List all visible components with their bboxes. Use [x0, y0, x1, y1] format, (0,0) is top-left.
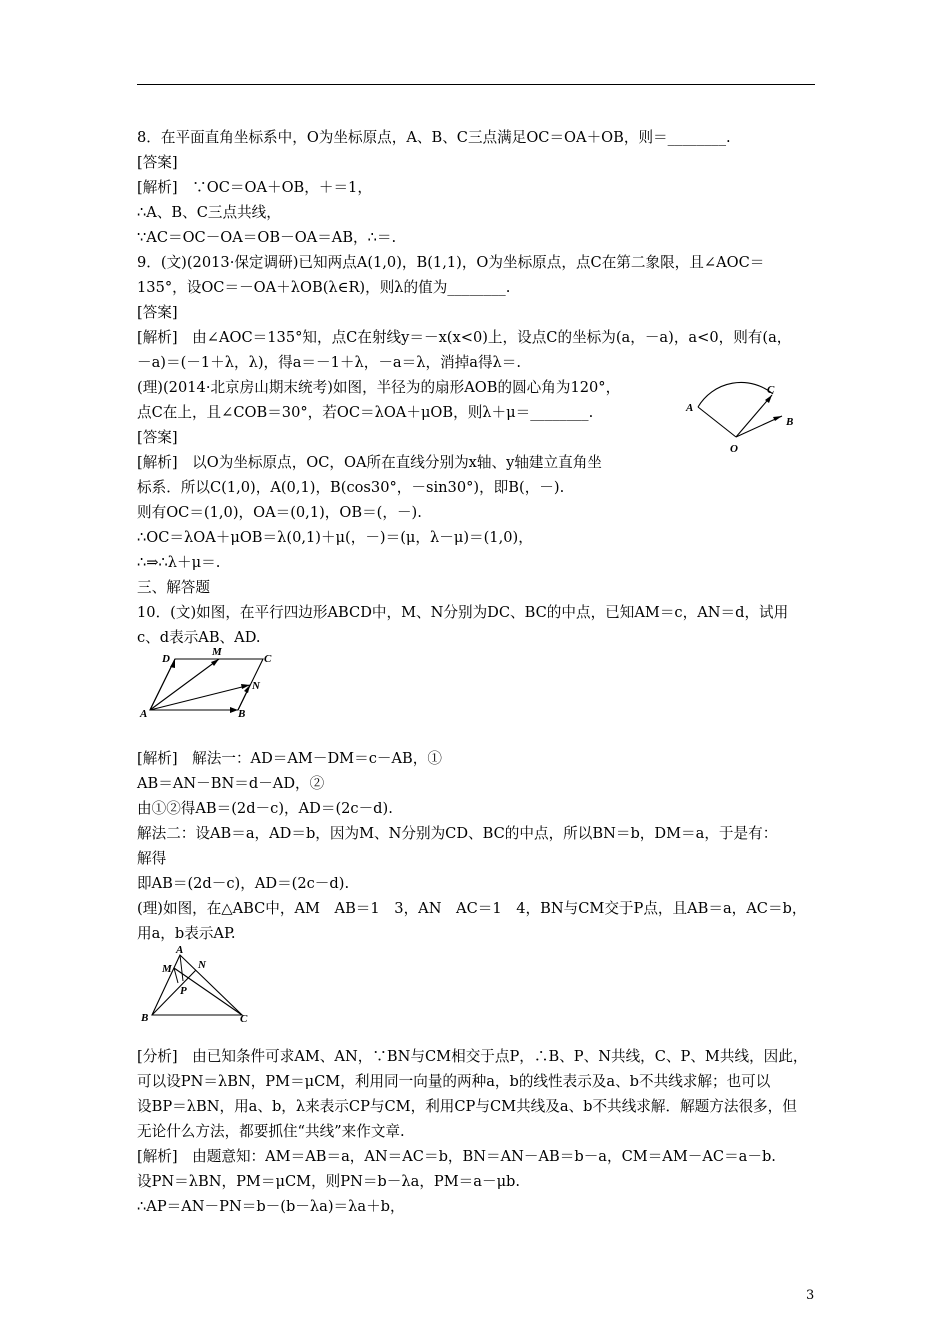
triangle-figure	[140, 945, 260, 1025]
solution-line: 即AB＝(2d－c)，AD＝(2c－d).	[137, 875, 350, 892]
sector-label-b: B	[786, 416, 794, 428]
solution-line: [解析] ∵OC＝OA＋OB，＋＝1，	[137, 179, 372, 196]
analysis-line: 无论什么方法，都要抓住“共线”来作文章.	[137, 1123, 405, 1140]
tri-label-a: A	[176, 944, 184, 956]
parallelogram-figure	[140, 644, 280, 724]
problem-10-stem: c、d表示AB、AD.	[137, 629, 261, 646]
para-label-c: C	[264, 653, 272, 665]
solution-line: ∵AC＝OC－OA＝OB－OA＝AB，∴＝.	[137, 229, 397, 246]
sector-label-a: A	[686, 402, 694, 414]
header-rule	[137, 84, 815, 85]
para-label-b: B	[238, 708, 246, 720]
solution-line: 由①②得AB＝(2d－c)，AD＝(2c－d).	[137, 800, 393, 817]
solution-line: －a)＝(－1＋λ，λ)，得a＝－1＋λ，－a＝λ，消掉a得λ＝.	[137, 354, 522, 371]
solution-line: 设PN＝λBN，PM＝μCM，则PN＝b－λa，PM＝a－μb.	[137, 1173, 521, 1190]
para-label-n: N	[252, 680, 260, 692]
para-label-d: D	[162, 653, 170, 665]
page-number: 3	[806, 1288, 815, 1303]
solution-line: [解析] 由题意知：AM＝AB＝a，AN＝AC＝b，BN＝AN－AB＝b－a，CM＝AM－AC＝a－b.	[137, 1148, 776, 1165]
solution-line: ∴AP＝AN－PN＝b－(b－λa)＝λa＋b，	[137, 1198, 405, 1215]
problem-9-li-stem: 点C在上，且∠COB＝30°，若OC＝λOA＋μOB，则λ＋μ＝________.	[137, 404, 594, 421]
tri-label-n: N	[198, 959, 206, 971]
problem-9-stem: 135°，设OC＝－OA＋λOB(λ∈R)，则λ的值为________.	[137, 279, 511, 296]
problem-10-stem: 10．(文)如图，在平行四边形ABCD中，M、N分别为DC、BC的中点，已知AM＝c，AN＝d，试用	[137, 604, 789, 621]
sector-label-o: O	[730, 443, 738, 455]
problem-9-stem: 9．(文)(2013·保定调研)已知两点A(1,0)，B(1,1)，O为坐标原点，点C在第二象限，且∠AOC＝	[137, 254, 765, 271]
tri-label-b: B	[141, 1012, 149, 1024]
tri-label-c: C	[240, 1013, 248, 1025]
analysis-line: 设BP＝λBN，用a、b，λ来表示CP与CM，利用CP与CM共线及a、b不共线求解．解题方法很多，但	[137, 1098, 797, 1115]
problem-10-li-stem: 用a，b表示AP.	[137, 925, 236, 942]
answer-label: [答案]	[137, 429, 178, 446]
section-heading: 三、解答题	[137, 579, 210, 596]
tri-label-p: P	[180, 985, 187, 997]
para-label-m: M	[212, 646, 222, 658]
answer-label: [答案]	[137, 154, 178, 171]
solution-line: 标系．所以C(1,0)，A(0,1)，B(cos30°，－sin30°)，即B(，－).	[137, 479, 565, 496]
problem-10-li-stem: (理)如图，在△ABC中，AM AB＝1 3，AN AC＝1 4，BN与CM交于P点，且AB＝a，AC＝b，	[137, 900, 807, 917]
sector-figure	[684, 380, 804, 460]
solution-line: [解析] 解法一：AD＝AM－DM＝c－AB，①	[137, 750, 442, 767]
solution-line: ∴OC＝λOA＋μOB＝λ(0,1)＋μ(，－)＝(μ，λ－μ)＝(1,0)，	[137, 529, 533, 546]
analysis-line: [分析] 由已知条件可求AM、AN，∵BN与CM相交于点P，∴B、P、N共线，C、P、M共线，因此，	[137, 1048, 808, 1065]
solution-line: [解析] 由∠AOC＝135°知，点C在射线y＝－x(x<0)上，设点C的坐标为(a，－a)，a<0，则有(a，	[137, 329, 792, 346]
solution-line: 则有OC＝(1,0)，OA＝(0,1)，OB＝(，－).	[137, 504, 422, 521]
solution-line: 解得	[137, 850, 167, 867]
solution-line: ∴⇒∴λ＋μ＝.	[137, 554, 221, 571]
solution-line: AB＝AN－BN＝d－AD，②	[137, 775, 325, 792]
analysis-line: 可以设PN＝λBN，PM＝μCM，利用同一向量的两种a，b的线性表示及a、b不共线求解；也可以	[137, 1073, 771, 1090]
para-label-a: A	[140, 708, 148, 720]
solution-line: 解法二：设AB＝a，AD＝b，因为M、N分别为CD、BC的中点，所以BN＝b，DM＝a，于是有：	[137, 825, 778, 842]
solution-line: ∴A、B、C三点共线，	[137, 204, 281, 221]
sector-label-c: C	[767, 384, 775, 396]
problem-9-li-stem: (理)(2014·北京房山期末统考)如图，半径为的扇形AOB的圆心角为120°，	[137, 379, 621, 396]
answer-label: [答案]	[137, 304, 178, 321]
problem-8-stem: 8．在平面直角坐标系中，O为坐标原点，A、B、C三点满足OC＝OA＋OB，则＝________.	[137, 129, 731, 146]
solution-line: [解析] 以O为坐标原点，OC，OA所在直线分别为x轴、y轴建立直角坐	[137, 454, 602, 471]
tri-label-m: M	[162, 963, 172, 975]
